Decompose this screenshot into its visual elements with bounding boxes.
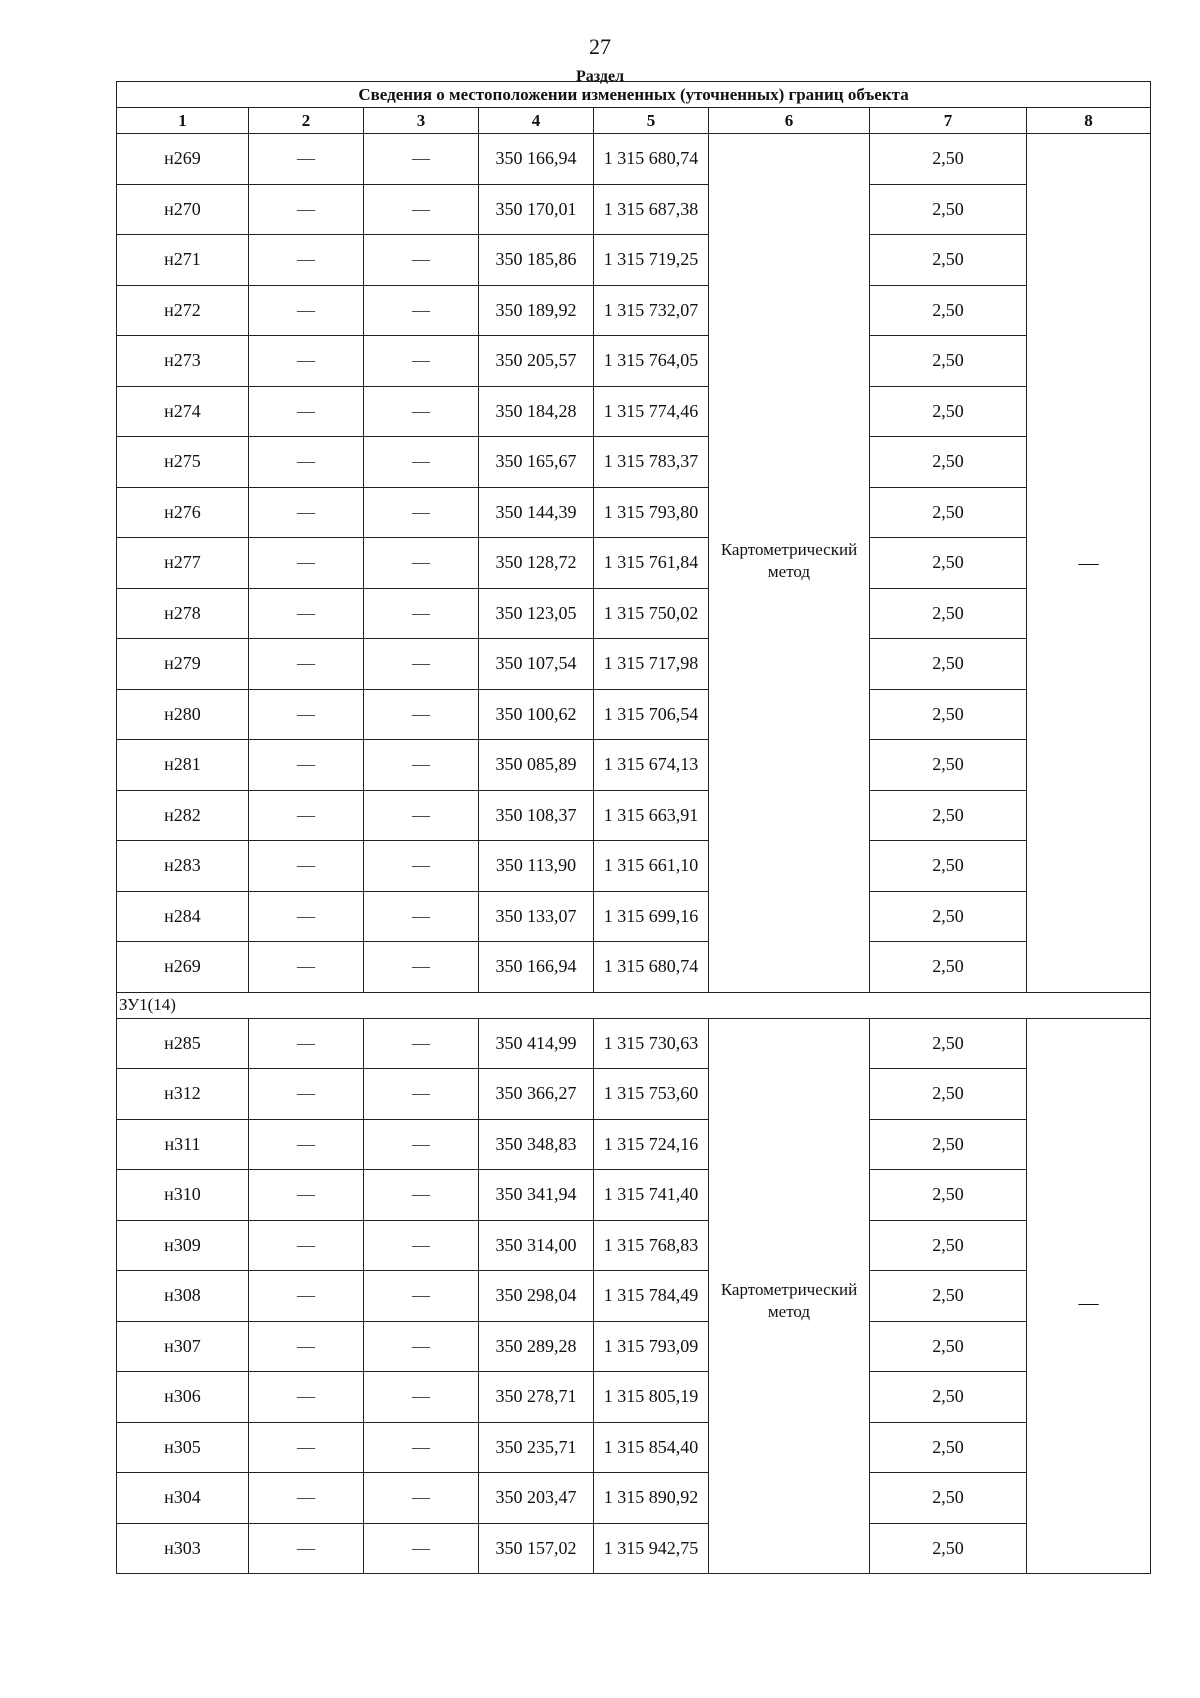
coordinate-y-cell: 1 315 730,63 [594,1018,709,1069]
coordinate-x-cell: 350 166,94 [479,134,594,185]
column-2-cell: — [249,841,364,892]
column-2-cell: — [249,386,364,437]
coordinate-y-cell: 1 315 706,54 [594,689,709,740]
table-row [117,1220,1151,1271]
column-2-cell: — [249,1220,364,1271]
point-name-cell: н285 [117,1018,249,1069]
column-number: 5 [594,108,709,134]
point-name-cell: н274 [117,386,249,437]
column-3-cell: — [364,538,479,589]
precision-cell: 2,50 [870,841,1027,892]
table-row [117,588,1151,639]
column-number: 7 [870,108,1027,134]
table-row [117,184,1151,235]
coordinate-y-cell: 1 315 717,98 [594,639,709,690]
coordinate-y-cell: 1 315 793,80 [594,487,709,538]
precision-cell: 2,50 [870,1372,1027,1423]
coordinate-y-cell: 1 315 764,05 [594,336,709,387]
point-name-cell: н277 [117,538,249,589]
point-name-cell: н273 [117,336,249,387]
precision-cell: 2,50 [870,689,1027,740]
table-row [117,1119,1151,1170]
column-2-cell: — [249,1170,364,1221]
column-2-cell: — [249,1271,364,1322]
point-name-cell: н272 [117,285,249,336]
column-3-cell: — [364,1220,479,1271]
column-2-cell: — [249,487,364,538]
column-number: 2 [249,108,364,134]
column-number-row [117,108,1151,134]
table-row [117,1422,1151,1473]
point-name-cell: н306 [117,1372,249,1423]
precision-cell: 2,50 [870,285,1027,336]
coordinate-x-cell: 350 165,67 [479,437,594,488]
column-2-cell: — [249,285,364,336]
point-group [117,134,1151,993]
section-row [117,992,1151,1018]
table-row [117,487,1151,538]
table-row [117,1069,1151,1120]
point-name-cell: н270 [117,184,249,235]
column-3-cell: — [364,740,479,791]
column-3-cell: — [364,285,479,336]
point-name-cell: н282 [117,790,249,841]
table-row [117,538,1151,589]
coordinate-y-cell: 1 315 741,40 [594,1170,709,1221]
coordinate-x-cell: 350 123,05 [479,588,594,639]
column-2-cell: — [249,1069,364,1120]
coordinate-x-cell: 350 348,83 [479,1119,594,1170]
coordinate-y-cell: 1 315 784,49 [594,1271,709,1322]
precision-cell: 2,50 [870,1018,1027,1069]
coordinate-y-cell: 1 315 674,13 [594,740,709,791]
point-name-cell: н279 [117,639,249,690]
column-3-cell: — [364,639,479,690]
coordinate-x-cell: 350 107,54 [479,639,594,690]
point-name-cell: н276 [117,487,249,538]
precision-cell: 2,50 [870,1321,1027,1372]
table-row [117,134,1151,185]
column-3-cell: — [364,1069,479,1120]
point-name-cell: н303 [117,1523,249,1574]
precision-cell: 2,50 [870,1473,1027,1524]
coordinate-x-cell: 350 289,28 [479,1321,594,1372]
coordinate-y-cell: 1 315 732,07 [594,285,709,336]
coordinate-y-cell: 1 315 661,10 [594,841,709,892]
point-name-cell: н308 [117,1271,249,1322]
coordinate-y-cell: 1 315 719,25 [594,235,709,286]
coordinate-y-cell: 1 315 768,83 [594,1220,709,1271]
coordinate-x-cell: 350 184,28 [479,386,594,437]
precision-cell: 2,50 [870,942,1027,993]
coordinate-y-cell: 1 315 753,60 [594,1069,709,1120]
table-row [117,1018,1151,1069]
coordinate-y-cell: 1 315 750,02 [594,588,709,639]
coordinate-y-cell: 1 315 774,46 [594,386,709,437]
coordinate-x-cell: 350 128,72 [479,538,594,589]
boundary-coordinates-table [116,81,1151,1574]
point-group [117,992,1151,1574]
column-3-cell: — [364,1473,479,1524]
point-name-cell: н304 [117,1473,249,1524]
coordinate-x-cell: 350 203,47 [479,1473,594,1524]
table-row [117,1372,1151,1423]
column-3-cell: — [364,336,479,387]
precision-cell: 2,50 [870,1069,1027,1120]
column-3-cell: — [364,1321,479,1372]
section-label: ЗУ1(14) [117,992,1151,1018]
point-name-cell: н309 [117,1220,249,1271]
precision-cell: 2,50 [870,891,1027,942]
column-2-cell: — [249,437,364,488]
column-3-cell: — [364,487,479,538]
coordinate-x-cell: 350 100,62 [479,689,594,740]
coordinate-x-cell: 350 157,02 [479,1523,594,1574]
column-2-cell: — [249,235,364,286]
column-number: 8 [1027,108,1151,134]
column-2-cell: — [249,790,364,841]
column-3-cell: — [364,235,479,286]
page-number: 27 [589,34,611,59]
table-row [117,386,1151,437]
column-2-cell: — [249,891,364,942]
column-8-cell: — [1027,134,1151,993]
precision-cell: 2,50 [870,1271,1027,1322]
coordinate-y-cell: 1 315 680,74 [594,134,709,185]
column-2-cell: — [249,1523,364,1574]
coordinate-y-cell: 1 315 854,40 [594,1422,709,1473]
column-3-cell: — [364,942,479,993]
table-row [117,235,1151,286]
coordinate-x-cell: 350 298,04 [479,1271,594,1322]
precision-cell: 2,50 [870,336,1027,387]
point-name-cell: н283 [117,841,249,892]
precision-cell: 2,50 [870,538,1027,589]
point-name-cell: н312 [117,1069,249,1120]
coordinate-x-cell: 350 278,71 [479,1372,594,1423]
table-row [117,639,1151,690]
point-name-cell: н281 [117,740,249,791]
coordinate-x-cell: 350 414,99 [479,1018,594,1069]
column-3-cell: — [364,1271,479,1322]
coordinate-x-cell: 350 235,71 [479,1422,594,1473]
column-2-cell: — [249,1422,364,1473]
coordinate-x-cell: 350 205,57 [479,336,594,387]
precision-cell: 2,50 [870,1220,1027,1271]
column-3-cell: — [364,184,479,235]
coordinate-y-cell: 1 315 761,84 [594,538,709,589]
table-row [117,689,1151,740]
point-name-cell: н310 [117,1170,249,1221]
table-row [117,1170,1151,1221]
precision-cell: 2,50 [870,1422,1027,1473]
precision-cell: 2,50 [870,386,1027,437]
section-heading-cut: Раздел [575,68,625,85]
coordinate-x-cell: 350 085,89 [479,740,594,791]
column-3-cell: — [364,1170,479,1221]
table-row [117,336,1151,387]
coordinate-x-cell: 350 341,94 [479,1170,594,1221]
table-row [117,891,1151,942]
table-row [117,285,1151,336]
column-2-cell: — [249,639,364,690]
column-3-cell: — [364,134,479,185]
column-2-cell: — [249,588,364,639]
coordinate-x-cell: 350 366,27 [479,1069,594,1120]
coordinate-y-cell: 1 315 699,16 [594,891,709,942]
coordinate-x-cell: 350 108,37 [479,790,594,841]
point-name-cell: н269 [117,134,249,185]
column-3-cell: — [364,790,479,841]
coordinate-x-cell: 350 113,90 [479,841,594,892]
column-2-cell: — [249,1018,364,1069]
precision-cell: 2,50 [870,235,1027,286]
precision-cell: 2,50 [870,588,1027,639]
precision-cell: 2,50 [870,1523,1027,1574]
column-3-cell: — [364,1119,479,1170]
precision-cell: 2,50 [870,487,1027,538]
column-3-cell: — [364,588,479,639]
precision-cell: 2,50 [870,184,1027,235]
column-2-cell: — [249,1473,364,1524]
precision-cell: 2,50 [870,1170,1027,1221]
precision-cell: 2,50 [870,437,1027,488]
table-row [117,841,1151,892]
point-name-cell: н275 [117,437,249,488]
table-row [117,1271,1151,1322]
point-name-cell: н311 [117,1119,249,1170]
coordinate-x-cell: 350 170,01 [479,184,594,235]
coordinate-y-cell: 1 315 783,37 [594,437,709,488]
precision-cell: 2,50 [870,740,1027,791]
coordinate-y-cell: 1 315 805,19 [594,1372,709,1423]
column-2-cell: — [249,942,364,993]
table-row [117,790,1151,841]
column-2-cell: — [249,1321,364,1372]
column-3-cell: — [364,1523,479,1574]
table-row [117,1321,1151,1372]
column-3-cell: — [364,689,479,740]
point-name-cell: н305 [117,1422,249,1473]
precision-cell: 2,50 [870,790,1027,841]
column-3-cell: — [364,1422,479,1473]
coordinate-y-cell: 1 315 680,74 [594,942,709,993]
coordinate-y-cell: 1 315 793,09 [594,1321,709,1372]
column-3-cell: — [364,891,479,942]
precision-cell: 2,50 [870,134,1027,185]
point-name-cell: н278 [117,588,249,639]
precision-cell: 2,50 [870,1119,1027,1170]
point-name-cell: н307 [117,1321,249,1372]
precision-cell: 2,50 [870,639,1027,690]
point-name-cell: н269 [117,942,249,993]
column-3-cell: — [364,841,479,892]
column-2-cell: — [249,134,364,185]
table-title: Сведения о местоположении измененных (уточненных) границ объекта [117,82,1151,108]
coordinate-x-cell: 350 144,39 [479,487,594,538]
point-name-cell: н284 [117,891,249,942]
column-2-cell: — [249,336,364,387]
coordinate-x-cell: 350 185,86 [479,235,594,286]
coordinate-x-cell: 350 314,00 [479,1220,594,1271]
coordinate-x-cell: 350 166,94 [479,942,594,993]
column-number: 3 [364,108,479,134]
column-3-cell: — [364,437,479,488]
coordinate-y-cell: 1 315 663,91 [594,790,709,841]
table-row [117,1473,1151,1524]
column-2-cell: — [249,740,364,791]
table-row [117,437,1151,488]
column-number: 4 [479,108,594,134]
column-2-cell: — [249,1372,364,1423]
method-cell: Картометрический метод [709,134,870,993]
coordinate-y-cell: 1 315 724,16 [594,1119,709,1170]
table-row [117,942,1151,993]
coordinate-y-cell: 1 315 687,38 [594,184,709,235]
column-2-cell: — [249,689,364,740]
column-3-cell: — [364,1372,479,1423]
coordinate-y-cell: 1 315 890,92 [594,1473,709,1524]
column-number: 6 [709,108,870,134]
column-2-cell: — [249,538,364,589]
table-row [117,1523,1151,1574]
point-name-cell: н280 [117,689,249,740]
column-8-cell: — [1027,1018,1151,1574]
column-number: 1 [117,108,249,134]
column-2-cell: — [249,184,364,235]
column-3-cell: — [364,1018,479,1069]
coordinate-y-cell: 1 315 942,75 [594,1523,709,1574]
table-row [117,740,1151,791]
point-name-cell: н271 [117,235,249,286]
column-3-cell: — [364,386,479,437]
method-cell: Картометрический метод [709,1018,870,1574]
coordinate-x-cell: 350 133,07 [479,891,594,942]
coordinate-x-cell: 350 189,92 [479,285,594,336]
column-2-cell: — [249,1119,364,1170]
